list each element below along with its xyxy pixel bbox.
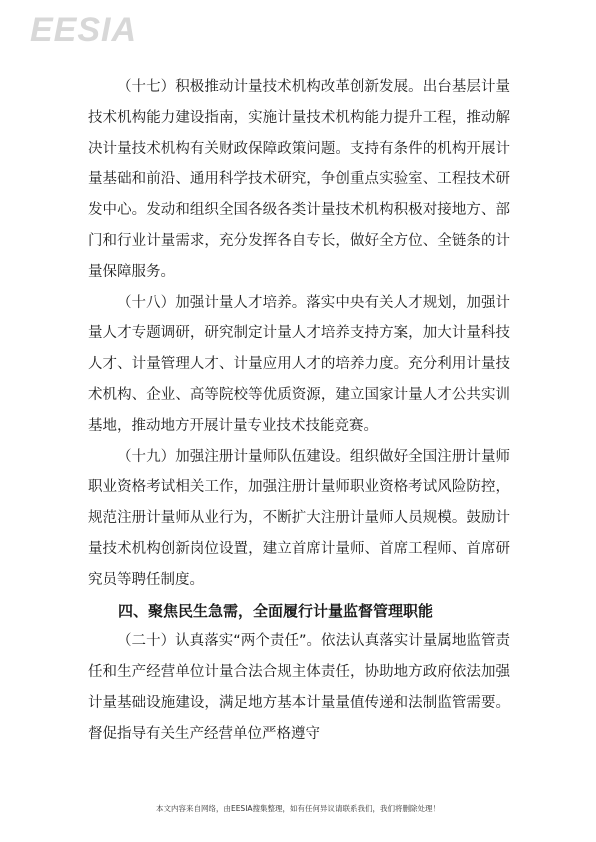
footer-notice: 本文内容来自网络，由EESIA搜集整理，如有任何异议请联系我们，我们将删除处理！: [155, 804, 441, 813]
document-body: [88, 72, 510, 750]
eesia-logo: EESIA: [30, 11, 138, 49]
paragraph-18: （十八）加强计量人才培养。落实中央有关人才规划，加强计量人才专题调研，研究制定计量人才培养支持方案，加大计量科技人才、计量管理人才、计量应用人才的培养力度。充分利用计量技术机构、企业、高等院校等优质资源，建立国家计量人才公共实训基地，推动地方开展计量专业技术技能竞赛。: [88, 294, 510, 434]
section-heading-4: 四、聚焦民生急需，全面履行计量监督管理职能: [118, 601, 434, 620]
paragraph-19: （十九）加强注册计量师队伍建设。组织做好全国注册计量师职业资格考试相关工作，加强注册计量师职业资格考试风险防控，规范注册计量师从业行为，不断扩大注册计量师人员规模。鼓励计量技术机构创新岗位设置，建立首席计量师、首席工程师、首席研究员等聘任制度。: [88, 448, 510, 588]
paragraph-17: （十七）积极推动计量技术机构改革创新发展。出台基层计量技术机构能力建设指南，实施计量技术机构能力提升工程，推动解决计量技术机构有关财政保障政策问题。支持有条件的机构开展计量基础和前沿、通用科学技术研究，争创重点实验室、工程技术研发中心。发动和组织全国各级各类计量技术机构积极对接地方、部门和行业计量需求，充分发挥各自专长，做好全方位、全链条的计量保障服务。: [88, 79, 510, 280]
paragraph-20: （二十）认真落实“两个责任”。依法认真落实计量属地监管责任和生产经营单位计量合法合规主体责任，协助地方政府依法加强计量基础设施建设，满足地方基本计量量值传递和法制监管需要。督促指导有关生产经营单位严格遵守: [88, 633, 510, 742]
